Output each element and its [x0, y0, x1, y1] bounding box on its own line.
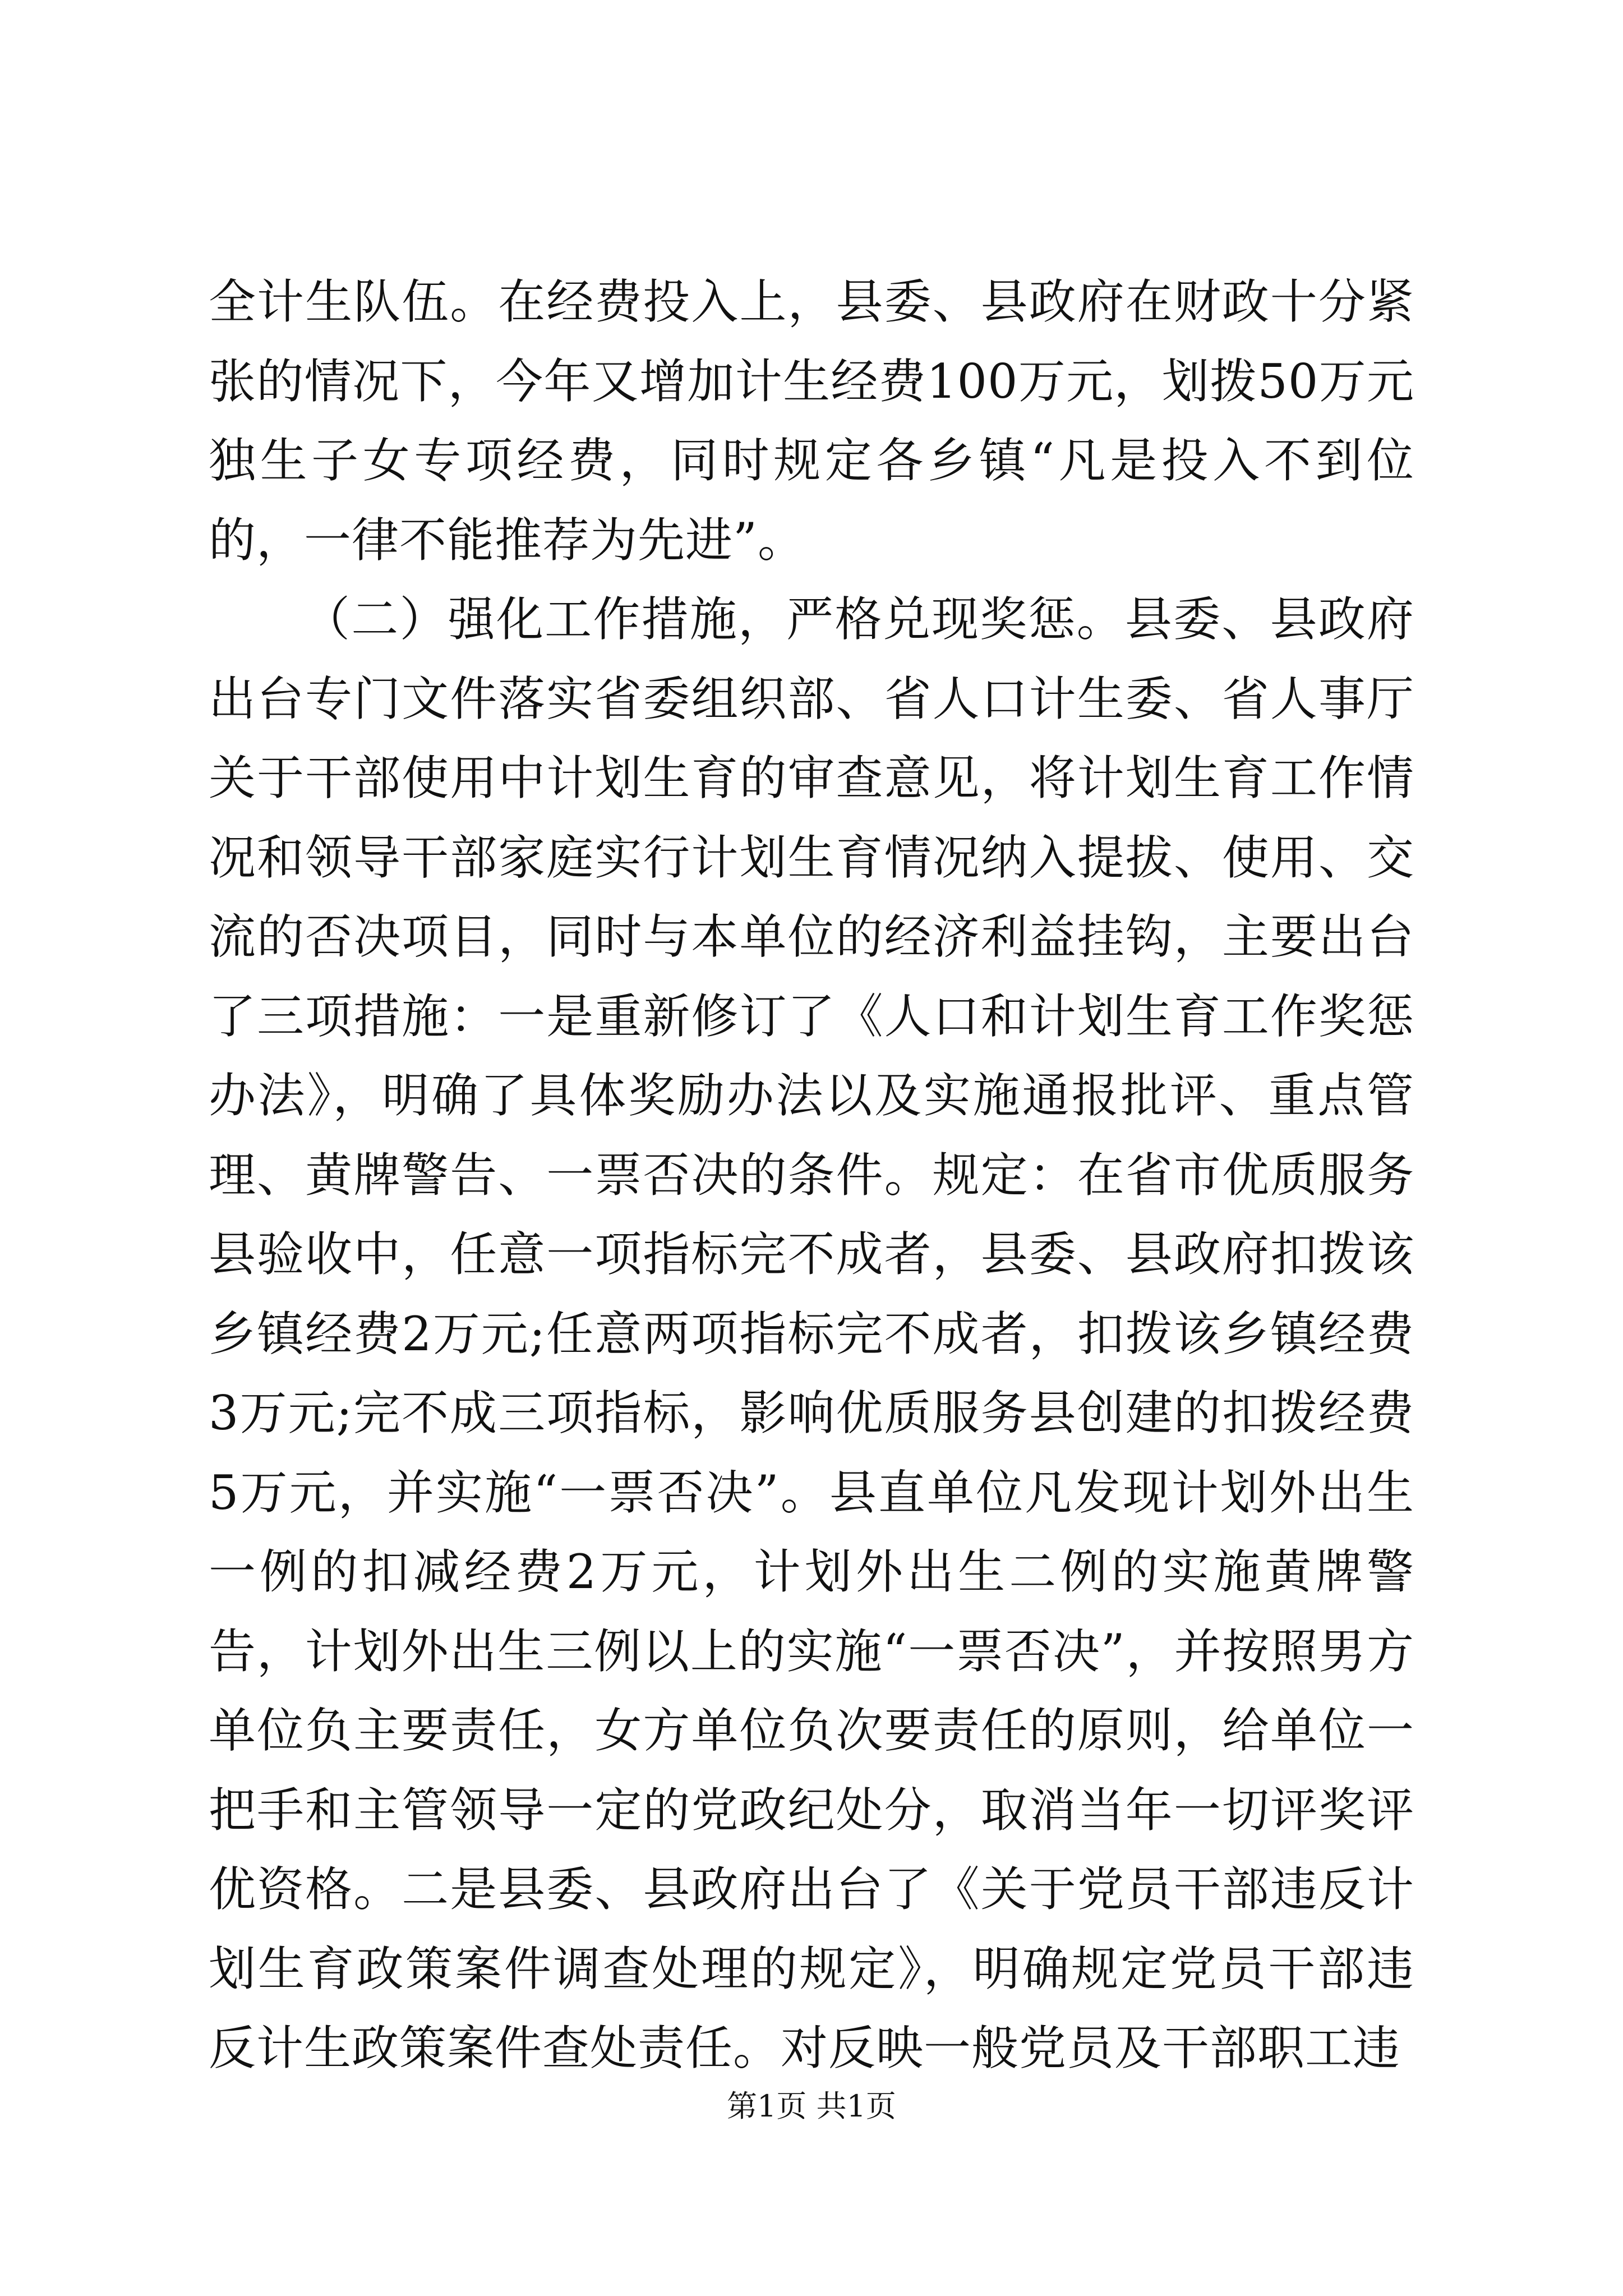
- paragraph-1: 全计生队伍。在经费投入上，县委、县政府在财政十分紧张的情况下，今年又增加计生经费100万元，划拨50万元独生子女专项经费，同时规定各乡镇“凡是投入不到位的，一律不能推荐为先进”。: [209, 274, 1414, 568]
- page-footer: 第1页 共1页: [727, 2088, 896, 2124]
- paragraph-2: （二）强化工作措施，严格兑现奖惩。县委、县政府出台专门文件落实省委组织部、省人口计生委、省人事厅关于干部使用中计划生育的审查意见，将计划生育工作情况和领导干部家庭实行计划生育情况纳入提拔、使用、交流的否决项目，同时与本单位的经济利益挂钩，主要出台了三项措施：一是重新修订了《人口和计划生育工作奖惩办法》，明确了具体奖励办法以及实施通报批评、重点管理、黄牌警告、一票否决的条件。规定：在省市优质服务县验收中，任意一项指标完不成者，县委、县政府扣拨该乡镇经费2万元;任意两项指标完不成者，扣拨该乡镇经费3万元;完不成三项指标，影响优质服务县创建的扣拨经费5万元，并实施“一票否决”。县直单位凡发现计划外出生一例的扣减经费2万元，计划外出生二例的实施黄牌警告，计划外出生三例以上的实施“一票否决”，并按照男方单位负主要责任，女方单位负次要责任的原则，给单位一把手和主管领导一定的党政纪处分，取消当年一切评奖评优资格。二是县委、县政府出台了《关于党员干部违反计划生育政策案件调查处理的规定》，明确规定党员干部违反计生政策案件查处责任。对反映一般党员及干部职工违: [209, 592, 1414, 2076]
- document-body: [209, 263, 1414, 2088]
